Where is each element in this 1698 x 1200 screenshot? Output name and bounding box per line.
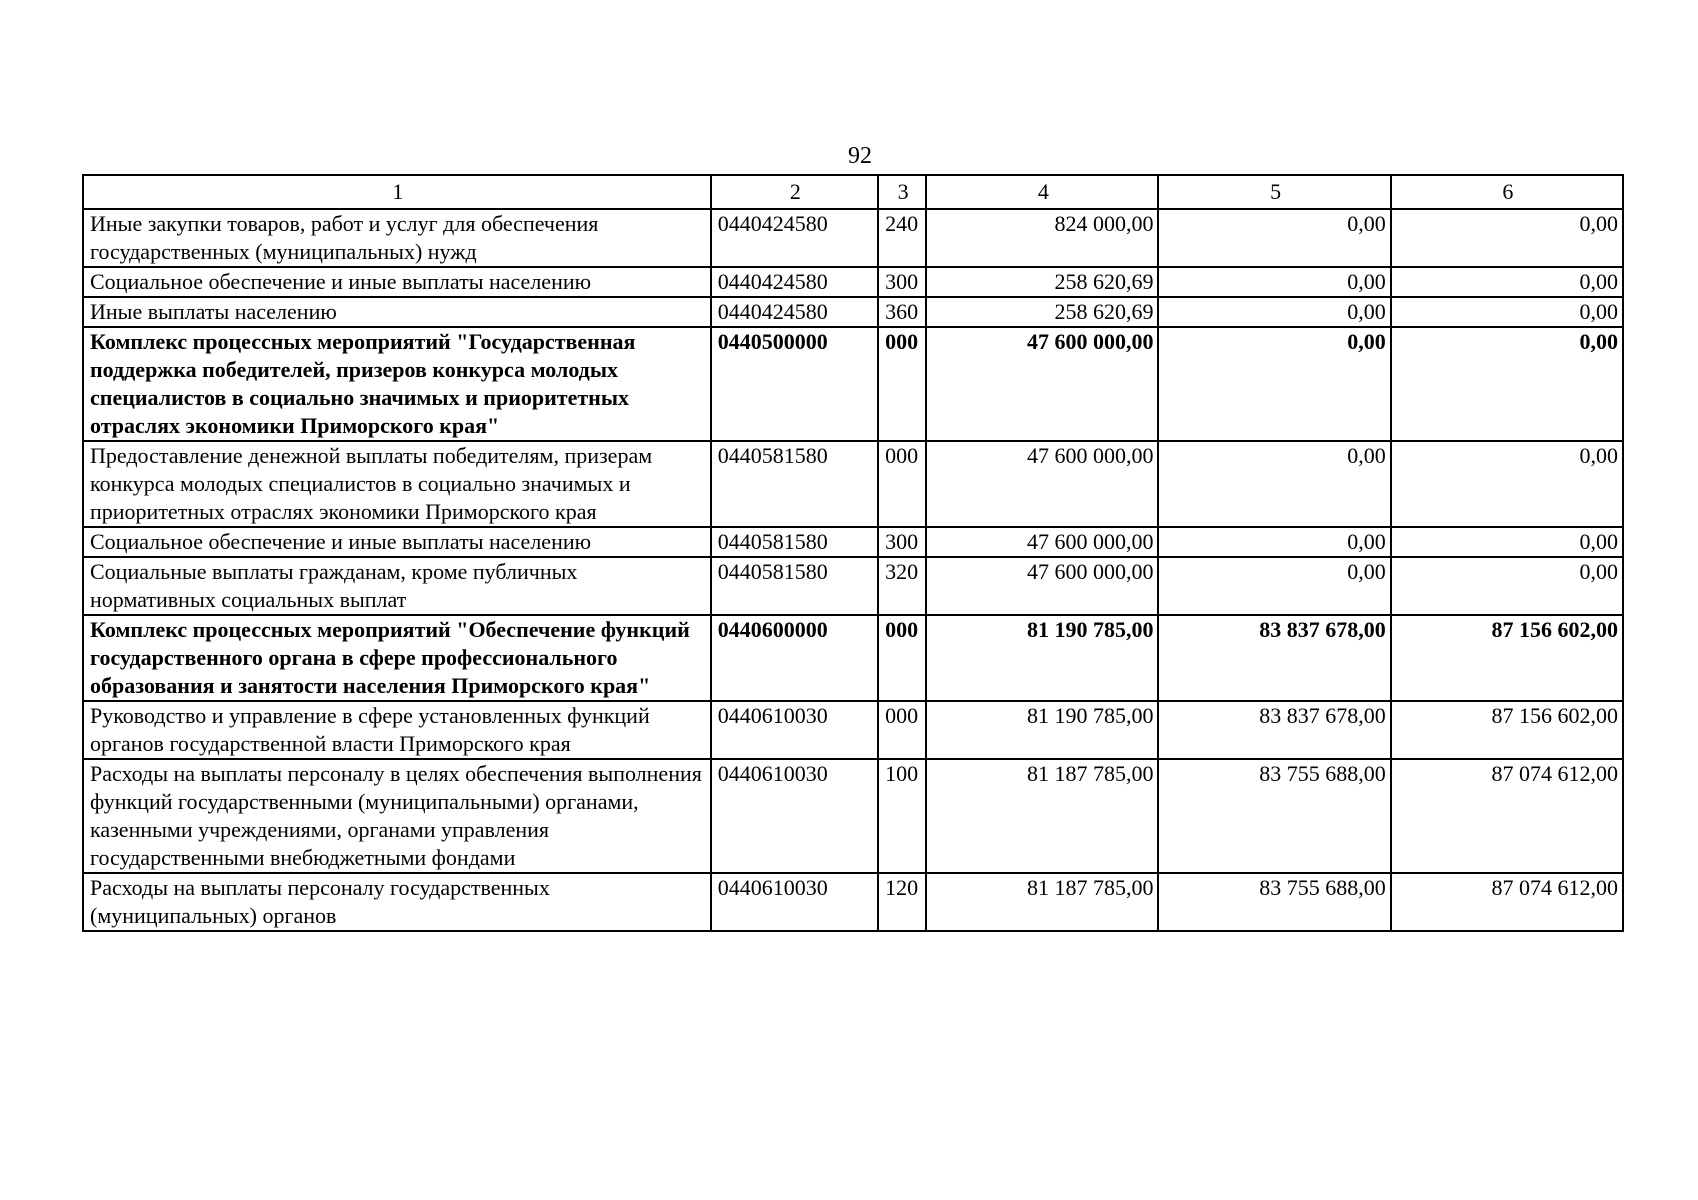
page-number: 92	[848, 143, 872, 169]
row-csr-cell: 0440610030	[711, 873, 878, 931]
row-vr-cell: 320	[878, 557, 926, 615]
table-row	[83, 267, 1623, 297]
row-name-cell: Предоставление денежной выплаты победителям, призерам конкурса молодых специалистов в социально значимых и приоритетных отраслях экономики Приморского края	[83, 441, 711, 527]
row-name-cell: Социальное обеспечение и иные выплаты населению	[83, 527, 711, 557]
row-value-4-cell: 47 600 000,00	[926, 557, 1158, 615]
row-csr-cell: 0440500000	[711, 327, 878, 441]
row-csr-cell: 0440581580	[711, 441, 878, 527]
row-value-5-cell: 83 755 688,00	[1158, 873, 1390, 931]
row-name-cell: Расходы на выплаты персоналу в целях обеспечения выполнения функций государственными (муниципальными) органами, казенными учреждениями, органами управления государственными внебюджетными фондами	[83, 759, 711, 873]
row-value-4-cell: 258 620,69	[926, 267, 1158, 297]
row-value-6-cell: 0,00	[1391, 527, 1623, 557]
row-vr-cell: 300	[878, 527, 926, 557]
row-value-5-cell: 0,00	[1158, 527, 1390, 557]
row-name-cell: Иные закупки товаров, работ и услуг для обеспечения государственных (муниципальных) нужд	[83, 209, 711, 267]
row-vr-cell: 360	[878, 297, 926, 327]
row-vr-cell: 000	[878, 327, 926, 441]
row-value-4-cell: 258 620,69	[926, 297, 1158, 327]
row-csr-cell: 0440600000	[711, 615, 878, 701]
header-cell-4: 4	[926, 175, 1158, 209]
header-cell-5: 5	[1158, 175, 1390, 209]
table-row	[83, 759, 1623, 873]
row-name-cell: Руководство и управление в сфере установленных функций органов государственной власти Приморского края	[83, 701, 711, 759]
row-value-5-cell: 0,00	[1158, 557, 1390, 615]
row-value-6-cell: 87 156 602,00	[1391, 701, 1623, 759]
row-value-6-cell: 87 074 612,00	[1391, 759, 1623, 873]
row-value-5-cell: 83 755 688,00	[1158, 759, 1390, 873]
table-row	[83, 557, 1623, 615]
row-name-cell: Комплекс процессных мероприятий "Обеспечение функций государственного органа в сфере профессионального образования и занятости населения Приморского края"	[83, 615, 711, 701]
row-name-cell: Социальное обеспечение и иные выплаты населению	[83, 267, 711, 297]
table-row	[83, 527, 1623, 557]
row-vr-cell: 120	[878, 873, 926, 931]
row-value-6-cell: 0,00	[1391, 327, 1623, 441]
row-value-5-cell: 83 837 678,00	[1158, 701, 1390, 759]
row-value-5-cell: 0,00	[1158, 267, 1390, 297]
row-value-6-cell: 87 074 612,00	[1391, 873, 1623, 931]
row-name-cell: Расходы на выплаты персоналу государственных (муниципальных) органов	[83, 873, 711, 931]
row-vr-cell: 000	[878, 701, 926, 759]
row-vr-cell: 300	[878, 267, 926, 297]
row-value-5-cell: 0,00	[1158, 441, 1390, 527]
header-cell-2: 2	[711, 175, 878, 209]
row-vr-cell: 240	[878, 209, 926, 267]
row-value-6-cell: 0,00	[1391, 297, 1623, 327]
table-row	[83, 873, 1623, 931]
row-name-cell: Социальные выплаты гражданам, кроме публичных нормативных социальных выплат	[83, 557, 711, 615]
budget-table	[82, 174, 1624, 932]
row-value-4-cell: 47 600 000,00	[926, 441, 1158, 527]
row-value-4-cell: 81 190 785,00	[926, 701, 1158, 759]
row-value-5-cell: 0,00	[1158, 209, 1390, 267]
row-value-4-cell: 81 187 785,00	[926, 873, 1158, 931]
row-csr-cell: 0440424580	[711, 267, 878, 297]
row-value-5-cell: 83 837 678,00	[1158, 615, 1390, 701]
table-row-section	[83, 327, 1623, 441]
header-cell-6: 6	[1391, 175, 1623, 209]
table-row	[83, 209, 1623, 267]
row-value-4-cell: 47 600 000,00	[926, 327, 1158, 441]
row-value-4-cell: 47 600 000,00	[926, 527, 1158, 557]
row-value-6-cell: 0,00	[1391, 441, 1623, 527]
table-row	[83, 297, 1623, 327]
row-value-6-cell: 87 156 602,00	[1391, 615, 1623, 701]
row-vr-cell: 000	[878, 615, 926, 701]
row-name-cell: Комплекс процессных мероприятий "Государственная поддержка победителей, призеров конкурса молодых специалистов в социально значимых и приоритетных отраслях экономики Приморского края"	[83, 327, 711, 441]
table-row	[83, 701, 1623, 759]
row-csr-cell: 0440610030	[711, 701, 878, 759]
row-value-6-cell: 0,00	[1391, 267, 1623, 297]
row-value-4-cell: 81 187 785,00	[926, 759, 1158, 873]
row-vr-cell: 000	[878, 441, 926, 527]
row-csr-cell: 0440581580	[711, 527, 878, 557]
row-value-6-cell: 0,00	[1391, 209, 1623, 267]
row-value-5-cell: 0,00	[1158, 297, 1390, 327]
table-header-row	[83, 175, 1623, 209]
row-value-4-cell: 824 000,00	[926, 209, 1158, 267]
header-cell-3: 3	[878, 175, 926, 209]
table-row	[83, 441, 1623, 527]
table-row-section	[83, 615, 1623, 701]
row-value-6-cell: 0,00	[1391, 557, 1623, 615]
row-vr-cell: 100	[878, 759, 926, 873]
row-csr-cell: 0440424580	[711, 297, 878, 327]
row-csr-cell: 0440581580	[711, 557, 878, 615]
row-csr-cell: 0440610030	[711, 759, 878, 873]
row-value-5-cell: 0,00	[1158, 327, 1390, 441]
row-name-cell: Иные выплаты населению	[83, 297, 711, 327]
header-cell-1: 1	[83, 175, 711, 209]
row-value-4-cell: 81 190 785,00	[926, 615, 1158, 701]
row-csr-cell: 0440424580	[711, 209, 878, 267]
